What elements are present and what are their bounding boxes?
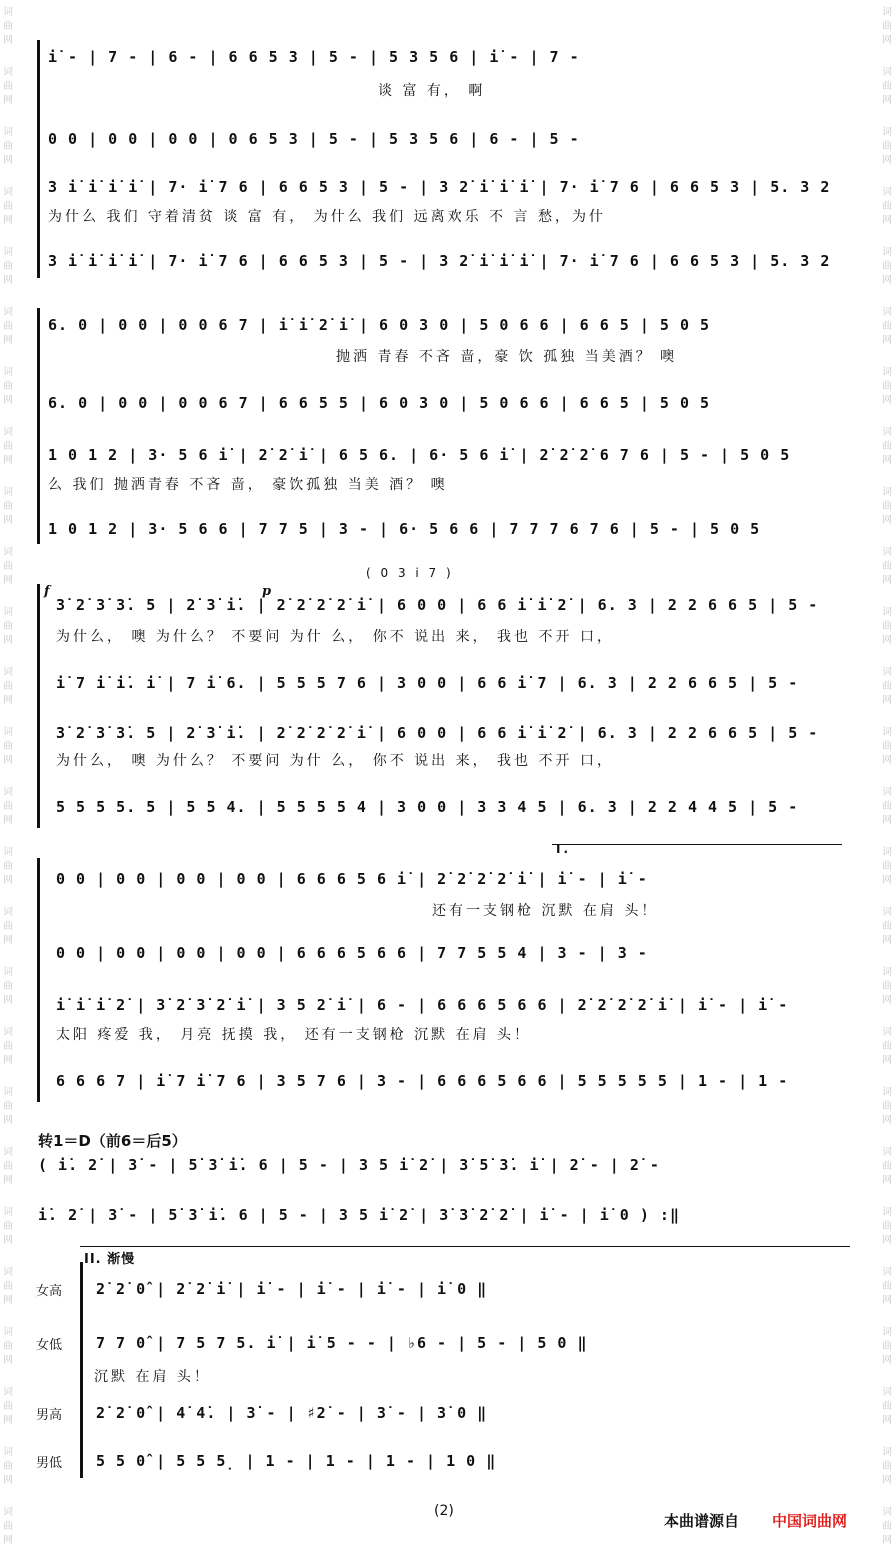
watermark-char: 曲 bbox=[3, 1521, 13, 1532]
watermark-char: 曲 bbox=[882, 1221, 892, 1232]
watermark-char: 曲 bbox=[882, 921, 892, 932]
watermark-char: 词 bbox=[882, 187, 892, 198]
watermark-char: 曲 bbox=[882, 1341, 892, 1352]
watermark-char: 曲 bbox=[3, 741, 13, 752]
notation-line: 0 0 | 0 0 | 0 0 | 0 6 5 3 | 5 - | 5 3 5 6 | 6 - | 5 - bbox=[48, 130, 580, 148]
watermark-char: 网 bbox=[3, 575, 13, 586]
dynamic-mark-piano: p bbox=[262, 584, 272, 599]
watermark-char: 词 bbox=[882, 7, 892, 18]
staff-row bbox=[0, 246, 895, 278]
staff-row bbox=[0, 935, 895, 970]
lyric-line: 谈 富 有， 啊 bbox=[378, 83, 486, 99]
watermark-char: 曲 bbox=[3, 621, 13, 632]
ending-bracket bbox=[552, 844, 842, 845]
watermark-char: 网 bbox=[3, 515, 13, 526]
watermark-char: 网 bbox=[882, 755, 892, 766]
watermark-char: 词 bbox=[3, 787, 13, 798]
lyric-line: 为什么 我们 守着清贫 谈 富 有， 为什么 我们 远离欢乐 不 言 愁，为什 bbox=[48, 209, 606, 225]
watermark-char: 曲 bbox=[882, 1041, 892, 1052]
watermark-char: 词 bbox=[3, 1447, 13, 1458]
staff-row bbox=[0, 1200, 895, 1232]
watermark-char: 词 bbox=[3, 1387, 13, 1398]
notation-line: 3 i̇ i̇ i̇ i̇ | 7· i̇ 7 6 | 6 6 5 3 | 5 - | 3 2̇ i̇ i̇ i̇ | 7· i̇ 7 6 | 6 6 5 3 | 5. 3 2 bbox=[48, 178, 831, 196]
staff-row bbox=[0, 668, 895, 700]
watermark-char: 网 bbox=[882, 1355, 892, 1366]
staff-row bbox=[0, 1328, 895, 1360]
watermark-char: 曲 bbox=[882, 1521, 892, 1532]
staff-row bbox=[0, 1446, 895, 1478]
first-ending-label: I. bbox=[556, 842, 572, 856]
watermark-char: 词 bbox=[3, 1507, 13, 1518]
watermark-char: 词 bbox=[882, 1147, 892, 1158]
watermark-char: 曲 bbox=[3, 981, 13, 992]
lyric-line: 沉默 在肩 头！ bbox=[94, 1369, 211, 1385]
part-label: 男高 bbox=[36, 1408, 63, 1423]
staff-row bbox=[0, 307, 895, 342]
second-ending-label: II. 渐慢 bbox=[84, 1252, 136, 1267]
watermark-char: 曲 bbox=[3, 1041, 13, 1052]
staff-row bbox=[0, 124, 895, 156]
watermark-char: 网 bbox=[882, 455, 892, 466]
watermark-char: 词 bbox=[3, 1267, 13, 1278]
watermark-char: 曲 bbox=[3, 381, 13, 392]
notation-line: 2̇ 2̇ 0̂ | 2̇ 2̇ i̇ | i̇ - | i̇ - | i̇ - | i̇ 0 ‖ bbox=[96, 1280, 488, 1298]
watermark-char: 词 bbox=[882, 607, 892, 618]
notation-line: 0 0 | 0 0 | 0 0 | 0 0 | 6 6 6 5 6 6 | 7 7 5 5 4 | 3 - | 3 - bbox=[56, 944, 648, 962]
watermark-char: 曲 bbox=[3, 1341, 13, 1352]
watermark-char: 曲 bbox=[3, 1101, 13, 1112]
watermark-char: 网 bbox=[882, 1175, 892, 1186]
watermark-char: 词 bbox=[3, 187, 13, 198]
watermark-char: 词 bbox=[882, 247, 892, 258]
watermark-char: 曲 bbox=[882, 561, 892, 572]
watermark-char: 网 bbox=[882, 1415, 892, 1426]
watermark-char: 词 bbox=[882, 967, 892, 978]
watermark-char: 曲 bbox=[882, 321, 892, 332]
watermark-char: 曲 bbox=[882, 861, 892, 872]
watermark-char: 曲 bbox=[3, 501, 13, 512]
notation-line: 6. 0 | 0 0 | 0 0 6 7 | 6 6 5 5 | 6 0 3 0 | 5 0 6 6 | 6 6 5 | 5 0 5 bbox=[48, 394, 711, 412]
watermark-char: 网 bbox=[3, 1235, 13, 1246]
watermark-char: 词 bbox=[3, 1027, 13, 1038]
watermark-char: 网 bbox=[882, 1535, 892, 1546]
watermark-char: 网 bbox=[3, 635, 13, 646]
watermark-char: 曲 bbox=[3, 81, 13, 92]
watermark-char: 曲 bbox=[882, 1401, 892, 1412]
watermark-char: 网 bbox=[882, 395, 892, 406]
watermark-char: 词 bbox=[882, 1267, 892, 1278]
watermark-char: 网 bbox=[3, 275, 13, 286]
watermark-char: 词 bbox=[882, 1027, 892, 1038]
staff-row bbox=[0, 718, 895, 750]
staff-row bbox=[0, 42, 895, 74]
dynamic-mark-forte: f bbox=[44, 584, 50, 599]
watermark-char: 曲 bbox=[882, 981, 892, 992]
watermark-char: 网 bbox=[882, 1115, 892, 1126]
watermark-char: 网 bbox=[882, 335, 892, 346]
watermark-char: 网 bbox=[3, 1055, 13, 1066]
part-label: 女高 bbox=[36, 1284, 63, 1299]
site-link[interactable]: 中国词曲网 bbox=[772, 1512, 848, 1530]
lyric-line: 为什么， 噢 为什么？ 不要问 为什 么， 你不 说出 来， 我也 不开 口， bbox=[56, 629, 614, 645]
watermark-char: 网 bbox=[3, 35, 13, 46]
watermark-char: 词 bbox=[3, 1327, 13, 1338]
watermark-char: 曲 bbox=[3, 1221, 13, 1232]
notation-line: 6 6 6 7 | i̇ 7 i̇ 7 6 | 3 5 7 6 | 3 - | 6 6 6 5 6 6 | 5 5 5 5 5 | 1 - | 1 - bbox=[56, 1072, 789, 1090]
watermark-char: 网 bbox=[882, 1055, 892, 1066]
staff-row bbox=[0, 1066, 895, 1098]
watermark-char: 词 bbox=[3, 1087, 13, 1098]
watermark-char: 曲 bbox=[882, 501, 892, 512]
key-change-label: 转1＝D（前6＝后5） bbox=[38, 1132, 187, 1150]
watermark-char: 曲 bbox=[882, 21, 892, 32]
watermark-char: 词 bbox=[882, 1327, 892, 1338]
watermark-char: 网 bbox=[882, 95, 892, 106]
staff-row bbox=[0, 1147, 895, 1182]
watermark-char: 曲 bbox=[882, 141, 892, 152]
staff-row bbox=[0, 172, 895, 204]
watermark-char: 词 bbox=[3, 547, 13, 558]
watermark-char: 网 bbox=[3, 995, 13, 1006]
notation-line: 1 0 1 2 | 3· 5 6 i̇ | 2̇ 2̇ i̇ | 6 5 6. | 6· 5 6 i̇ | 2̇ 2̇ 2̇ 6 7 6 | 5 - | 5 0 5 bbox=[48, 446, 791, 464]
watermark-char: 词 bbox=[3, 247, 13, 258]
staff-row bbox=[0, 792, 895, 824]
notation-line: 7 7 0̂ | 7 5 7 5. i̇ | i̇ 5 - - | ♭6 - | 5 - | 5 0 ‖ bbox=[96, 1334, 588, 1352]
watermark-char: 网 bbox=[3, 875, 13, 886]
watermark-char: 网 bbox=[882, 935, 892, 946]
watermark-char: 网 bbox=[3, 1415, 13, 1426]
staff-row bbox=[0, 440, 895, 472]
watermark-char: 词 bbox=[882, 1087, 892, 1098]
watermark-char: 曲 bbox=[882, 1161, 892, 1172]
watermark-char: 词 bbox=[3, 847, 13, 858]
watermark-char: 词 bbox=[3, 667, 13, 678]
part-label: 女低 bbox=[36, 1338, 63, 1353]
watermark-char: 曲 bbox=[3, 561, 13, 572]
page-number: (2) bbox=[434, 1503, 454, 1519]
watermark-char: 词 bbox=[882, 67, 892, 78]
watermark-char: 网 bbox=[882, 275, 892, 286]
watermark-char: 网 bbox=[882, 1475, 892, 1486]
watermark-char: 曲 bbox=[3, 681, 13, 692]
watermark-char: 词 bbox=[3, 127, 13, 138]
watermark-char: 曲 bbox=[882, 261, 892, 272]
watermark-char: 曲 bbox=[3, 921, 13, 932]
watermark-char: 曲 bbox=[3, 861, 13, 872]
watermark-char: 网 bbox=[3, 335, 13, 346]
watermark-char: 网 bbox=[3, 1295, 13, 1306]
staff-row bbox=[0, 514, 895, 546]
watermark-char: 曲 bbox=[3, 801, 13, 812]
watermark-char: 网 bbox=[3, 1115, 13, 1126]
watermark-char: 曲 bbox=[3, 21, 13, 32]
watermark-char: 词 bbox=[3, 487, 13, 498]
system-brace bbox=[37, 308, 40, 544]
watermark-char: 词 bbox=[882, 487, 892, 498]
watermark-char: 词 bbox=[3, 427, 13, 438]
watermark-char: 词 bbox=[3, 727, 13, 738]
lyric-line: 太阳 疼爱 我， 月亮 抚摸 我， 还有一支钢枪 沉默 在肩 头！ bbox=[56, 1027, 532, 1043]
ending-bracket bbox=[80, 1246, 850, 1247]
watermark-char: 曲 bbox=[882, 381, 892, 392]
watermark-char: 网 bbox=[3, 755, 13, 766]
notation-line: 2̇ 2̇ 0̂ | 4̇ 4̇. | 3̇ - | ♯2̇ - | 3̇ - | 3̇ 0 ‖ bbox=[96, 1404, 488, 1422]
watermark-char: 曲 bbox=[882, 681, 892, 692]
notation-line: 5 5 0̂ | 5 5 5̣ | 1 - | 1 - | 1 - | 1 0 ‖ bbox=[96, 1452, 497, 1470]
notation-line: i̇ - | 7 - | 6 - | 6 6 5 3 | 5 - | 5 3 5 6 | i̇ - | 7 - bbox=[48, 48, 580, 66]
lyric-line: 为什么， 噢 为什么？ 不要问 为什 么， 你不 说出 来， 我也 不开 口， bbox=[56, 753, 614, 769]
watermark-char: 曲 bbox=[882, 621, 892, 632]
watermark-char: 曲 bbox=[3, 261, 13, 272]
watermark-char: 网 bbox=[882, 215, 892, 226]
watermark-char: 网 bbox=[882, 1295, 892, 1306]
watermark-char: 网 bbox=[882, 815, 892, 826]
staff-row bbox=[0, 990, 895, 1022]
cue-notes: ( 0 3 i̇ 7 ) bbox=[366, 566, 454, 580]
watermark-char: 网 bbox=[882, 575, 892, 586]
watermark-char: 网 bbox=[3, 215, 13, 226]
notation-line: 3̇ 2̇ 3̇ 3̇. 5 | 2̇ 3̇ i̇. | 2̇ 2̇ 2̇ 2̇ i̇ | 6 0 0 | 6 6 i̇ i̇ 2̇ | 6. 3 | 2 2 6 6 5 | 5 - bbox=[56, 596, 819, 614]
watermark-char: 网 bbox=[882, 155, 892, 166]
watermark-char: 网 bbox=[882, 695, 892, 706]
notation-line: 1 0 1 2 | 3· 5 6 6 | 7 7 5 | 3 - | 6· 5 6 6 | 7 7 7 6 7 6 | 5 - | 5 0 5 bbox=[48, 520, 761, 538]
watermark-char: 词 bbox=[882, 847, 892, 858]
watermark-char: 词 bbox=[882, 1207, 892, 1218]
watermark-char: 网 bbox=[3, 1355, 13, 1366]
watermark-char: 词 bbox=[882, 307, 892, 318]
watermark-char: 曲 bbox=[882, 201, 892, 212]
watermark-char: 曲 bbox=[3, 441, 13, 452]
watermark-char: 网 bbox=[3, 95, 13, 106]
watermark-char: 网 bbox=[3, 1535, 13, 1546]
notation-line: 6. 0 | 0 0 | 0 0 6 7 | i̇ i̇ 2̇ i̇ | 6 0 3 0 | 5 0 6 6 | 6 6 5 | 5 0 5 bbox=[48, 316, 711, 334]
watermark-char: 网 bbox=[3, 1475, 13, 1486]
watermark-char: 曲 bbox=[882, 1461, 892, 1472]
watermark-char: 曲 bbox=[3, 1281, 13, 1292]
watermark-char: 网 bbox=[3, 815, 13, 826]
watermark-char: 词 bbox=[3, 1147, 13, 1158]
notation-line: 3̇ 2̇ 3̇ 3̇. 5 | 2̇ 3̇ i̇. | 2̇ 2̇ 2̇ 2̇ i̇ | 6 0 0 | 6 6 i̇ i̇ 2̇ | 6. 3 | 2 2 6 6 5 | 5 - bbox=[56, 724, 819, 742]
watermark-char: 曲 bbox=[882, 81, 892, 92]
staff-row bbox=[0, 388, 895, 420]
notation-line: i̇ 7 i̇ i̇. i̇ | 7 i̇ 6. | 5 5 5 7 6 | 3 0 0 | 6 6 i̇ 7 | 6. 3 | 2 2 6 6 5 | 5 - bbox=[56, 674, 799, 692]
watermark-char: 网 bbox=[3, 695, 13, 706]
source-label: 本曲谱源自 bbox=[664, 1512, 740, 1530]
part-label: 男低 bbox=[36, 1456, 63, 1471]
watermark-char: 网 bbox=[882, 635, 892, 646]
staff-row bbox=[0, 1274, 895, 1306]
watermark-char: 曲 bbox=[882, 1101, 892, 1112]
watermark-char: 词 bbox=[882, 787, 892, 798]
watermark-char: 曲 bbox=[3, 201, 13, 212]
watermark-char: 词 bbox=[3, 67, 13, 78]
watermark-char: 词 bbox=[882, 547, 892, 558]
watermark-char: 词 bbox=[882, 427, 892, 438]
lyric-line: 么 我们 抛洒青春 不吝 啬， 豪饮孤独 当美 酒？ 噢 bbox=[48, 477, 448, 493]
lyric-line: 还有一支钢枪 沉默 在肩 头！ bbox=[432, 903, 659, 919]
lyric-line: 抛洒 青春 不吝 啬，豪 饮 孤独 当美酒？ 噢 bbox=[336, 349, 678, 365]
watermark-char: 词 bbox=[3, 907, 13, 918]
notation-line: 0 0 | 0 0 | 0 0 | 0 0 | 6 6 6 5 6 i̇ | 2̇ 2̇ 2̇ 2̇ i̇ | i̇ - | i̇ - bbox=[56, 870, 648, 888]
watermark-char: 曲 bbox=[882, 441, 892, 452]
notation-line: ( i̇. 2̇ | 3̇ - | 5̇ 3̇ i̇. 6 | 5 - | 3 5 i̇ 2̇ | 3̇ 5̇ 3̇. i̇ | 2̇ - | 2̇ - bbox=[38, 1156, 660, 1174]
watermark-char: 网 bbox=[3, 935, 13, 946]
watermark-char: 词 bbox=[3, 607, 13, 618]
watermark-char: 词 bbox=[3, 967, 13, 978]
notation-line: 5 5 5 5. 5 | 5 5 4. | 5 5 5 5 4 | 3 0 0 | 3 3 4 5 | 6. 3 | 2 2 4 4 5 | 5 - bbox=[56, 798, 799, 816]
notation-line: i̇ i̇ i̇ 2̇ | 3̇ 2̇ 3̇ 2̇ i̇ | 3 5 2̇ i̇ | 6 - | 6 6 6 5 6 6 | 2̇ 2̇ 2̇ 2̇ i̇ | i̇ - | i̇ - bbox=[56, 996, 789, 1014]
watermark-char: 网 bbox=[882, 995, 892, 1006]
watermark-char: 词 bbox=[3, 367, 13, 378]
watermark-char: 网 bbox=[3, 155, 13, 166]
watermark-char: 词 bbox=[3, 1207, 13, 1218]
notation-line: 3 i̇ i̇ i̇ i̇ | 7· i̇ 7 6 | 6 6 5 3 | 5 - | 3 2̇ i̇ i̇ i̇ | 7· i̇ 7 6 | 6 6 5 3 | 5. 3 2 bbox=[48, 252, 831, 270]
watermark-char: 词 bbox=[3, 7, 13, 18]
system-brace bbox=[37, 40, 40, 278]
watermark-char: 词 bbox=[882, 907, 892, 918]
staff-row bbox=[0, 1398, 895, 1430]
watermark-char: 曲 bbox=[3, 141, 13, 152]
watermark-char: 词 bbox=[882, 367, 892, 378]
watermark-char: 曲 bbox=[882, 1281, 892, 1292]
watermark-char: 曲 bbox=[882, 741, 892, 752]
watermark-char: 曲 bbox=[882, 801, 892, 812]
watermark-char: 词 bbox=[882, 1387, 892, 1398]
watermark-char: 词 bbox=[882, 1507, 892, 1518]
watermark-char: 网 bbox=[882, 35, 892, 46]
watermark-char: 曲 bbox=[3, 1161, 13, 1172]
watermark-char: 网 bbox=[882, 875, 892, 886]
notation-line: i̇. 2̇ | 3̇ - | 5̇ 3̇ i̇. 6 | 5 - | 3 5 i̇ 2̇ | 3̇ 3̇ 2̇ 2̇ | i̇ - | i̇ 0 ) :‖ bbox=[38, 1206, 680, 1224]
watermark-char: 词 bbox=[882, 127, 892, 138]
watermark-char: 词 bbox=[882, 727, 892, 738]
watermark-char: 词 bbox=[882, 667, 892, 678]
watermark-char: 词 bbox=[3, 307, 13, 318]
watermark-char: 网 bbox=[3, 395, 13, 406]
watermark-char: 曲 bbox=[3, 1461, 13, 1472]
watermark-char: 曲 bbox=[3, 321, 13, 332]
watermark-char: 网 bbox=[882, 515, 892, 526]
watermark-char: 网 bbox=[882, 1235, 892, 1246]
watermark-char: 词 bbox=[882, 1447, 892, 1458]
watermark-char: 曲 bbox=[3, 1401, 13, 1412]
watermark-char: 网 bbox=[3, 455, 13, 466]
staff-row bbox=[0, 590, 895, 622]
watermark-char: 网 bbox=[3, 1175, 13, 1186]
staff-row bbox=[0, 861, 895, 896]
